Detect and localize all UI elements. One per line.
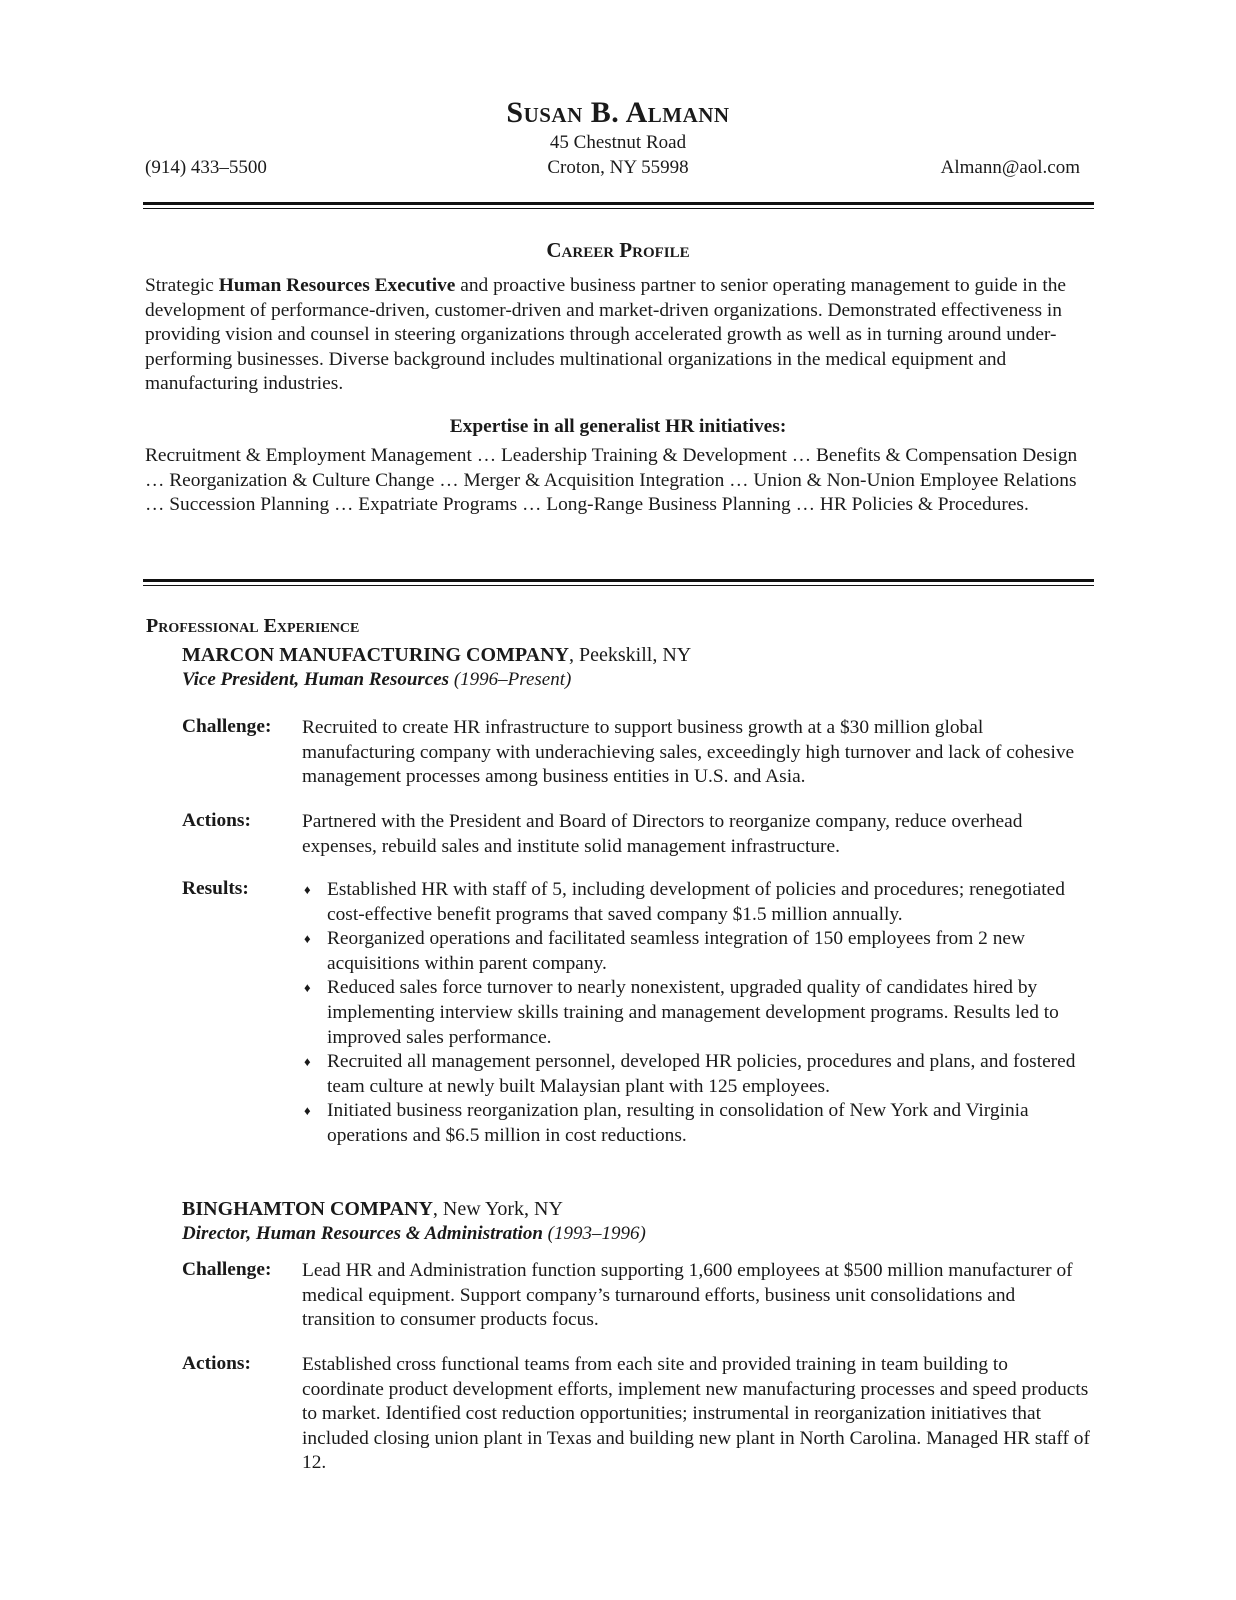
career-profile-heading: Career Profile — [546, 238, 690, 262]
job-company-binghamton — [182, 1198, 563, 1221]
summary-text: and proactive business partner to senior operating management to guide in the development of performance-driven, customer-driven and market-driven organizations. Demonstrated effectiveness in providing vision and counsel in steering organizations through accelerated growth as well as in turning around under-performing businesses. Diverse background includes multinational organizations in the medical equipment and manufacturing industries. — [145, 275, 1067, 395]
challenge-text: Recruited to create HR infrastructure to support business growth at a $30 million global manufacturing company with underachieving sales, exceedingly high turnover and lack of cohesive management processes among business entities in U.S. and Asia. — [302, 717, 1075, 788]
job-title-marcon — [182, 669, 571, 691]
section-rule-thin — [143, 585, 1094, 586]
section-rule-thick — [143, 579, 1094, 582]
challenge-text: Lead HR and Administration function supporting 1,600 employees at $500 million manufacturer of medical equipment. Support company’s turnaround efforts, business unit consolidations and transition to consumer products focus. — [302, 1260, 1073, 1331]
header-rule-thick — [143, 202, 1094, 205]
actions-label: Actions: — [182, 1353, 251, 1374]
job-title: Vice President, Human Resources — [182, 669, 450, 690]
results-label: Results: — [182, 878, 249, 899]
phone-number: (914) 433–5500 — [145, 157, 267, 178]
summary-emphasis: Human Resources Executive — [218, 275, 456, 296]
diamond-bullet-icon: ♦ — [304, 980, 311, 996]
expertise-heading: Expertise in all generalist HR initiatives: — [449, 416, 787, 437]
diamond-bullet-icon: ♦ — [304, 1054, 311, 1070]
list-item: ♦ Reduced sales force turnover to nearly nonexistent, upgraded quality of candidates hired by implementing interview skills training and management development programs. Results led to improved sales performance. — [304, 977, 1059, 1048]
summary-intro: Strategic — [145, 275, 219, 296]
list-item: ♦ Initiated business reorganization plan, resulting in consolidation of New York and Virginia operations and $6.5 million in cost reductions. — [304, 1100, 1029, 1146]
challenge-label: Challenge: — [182, 716, 272, 737]
company-location: , New York, NY — [432, 1198, 563, 1220]
job-dates: (1996–Present) — [449, 669, 572, 690]
company-name: MARCON MANUFACTURING COMPANY — [182, 644, 569, 666]
expertise-list: Recruitment & Employment Management … Leadership Training & Development … Benefits & Compensation Design … Reorganization & Culture Change … Merger & Acquisition Integration … Union & Non-Union Employee Relations … Succession Planning … Expatriate Programs … Long-Range Business Planning … HR Policies & Procedures. — [145, 445, 1078, 516]
list-item: ♦ Reorganized operations and facilitated seamless integration of 150 employees from 2 new acquisitions within parent company. — [304, 928, 1026, 974]
career-profile-summary — [145, 274, 1095, 397]
company-name: BINGHAMTON COMPANY — [182, 1198, 433, 1220]
diamond-bullet-icon: ♦ — [304, 882, 311, 897]
list-item: ♦ Recruited all management personnel, developed HR policies, procedures and plans, and fostered team culture at newly built Malaysian plant with 125 employees. — [304, 1051, 1076, 1097]
actions-label: Actions: — [182, 810, 251, 831]
actions-text: Partnered with the President and Board of Directors to reorganize company, reduce overhead expenses, rebuild sales and institute solid management infrastructure. — [302, 811, 1023, 857]
results-list — [302, 878, 1092, 1149]
header-rule-thin — [143, 208, 1094, 209]
challenge-label: Challenge: — [182, 1259, 272, 1280]
experience-heading: Professional Experience — [146, 615, 360, 637]
diamond-bullet-icon: ♦ — [304, 931, 311, 947]
email-address: Almann@aol.com — [940, 157, 1080, 178]
resume-name: Susan B. Almann — [506, 96, 730, 129]
job-title: Director, Human Resources & Administration — [182, 1223, 543, 1244]
job-dates: (1993–1996) — [542, 1223, 646, 1244]
job-title-binghamton — [182, 1223, 646, 1245]
job-company-marcon — [182, 644, 691, 667]
actions-text: Established cross functional teams from each site and provided training in team building to coordinate product development efforts, implement new manufacturing processes and speed products to market. Identified cost reduction opportunities; instrumental in reorganization initiatives that included closing union plant in Texas and building new plant in North Carolina. Managed HR staff of 12. — [302, 1354, 1090, 1474]
address-city: Croton, NY 55998 — [547, 157, 689, 178]
company-location: , Peekskill, NY — [568, 644, 692, 666]
diamond-bullet-icon: ♦ — [304, 1103, 311, 1119]
address-street: 45 Chestnut Road — [549, 132, 687, 153]
list-item: ♦ Established HR with staff of 5, including development of policies and procedures; renegotiated cost-effective benefit programs that saved company $1.5 million annually. — [304, 879, 1065, 925]
